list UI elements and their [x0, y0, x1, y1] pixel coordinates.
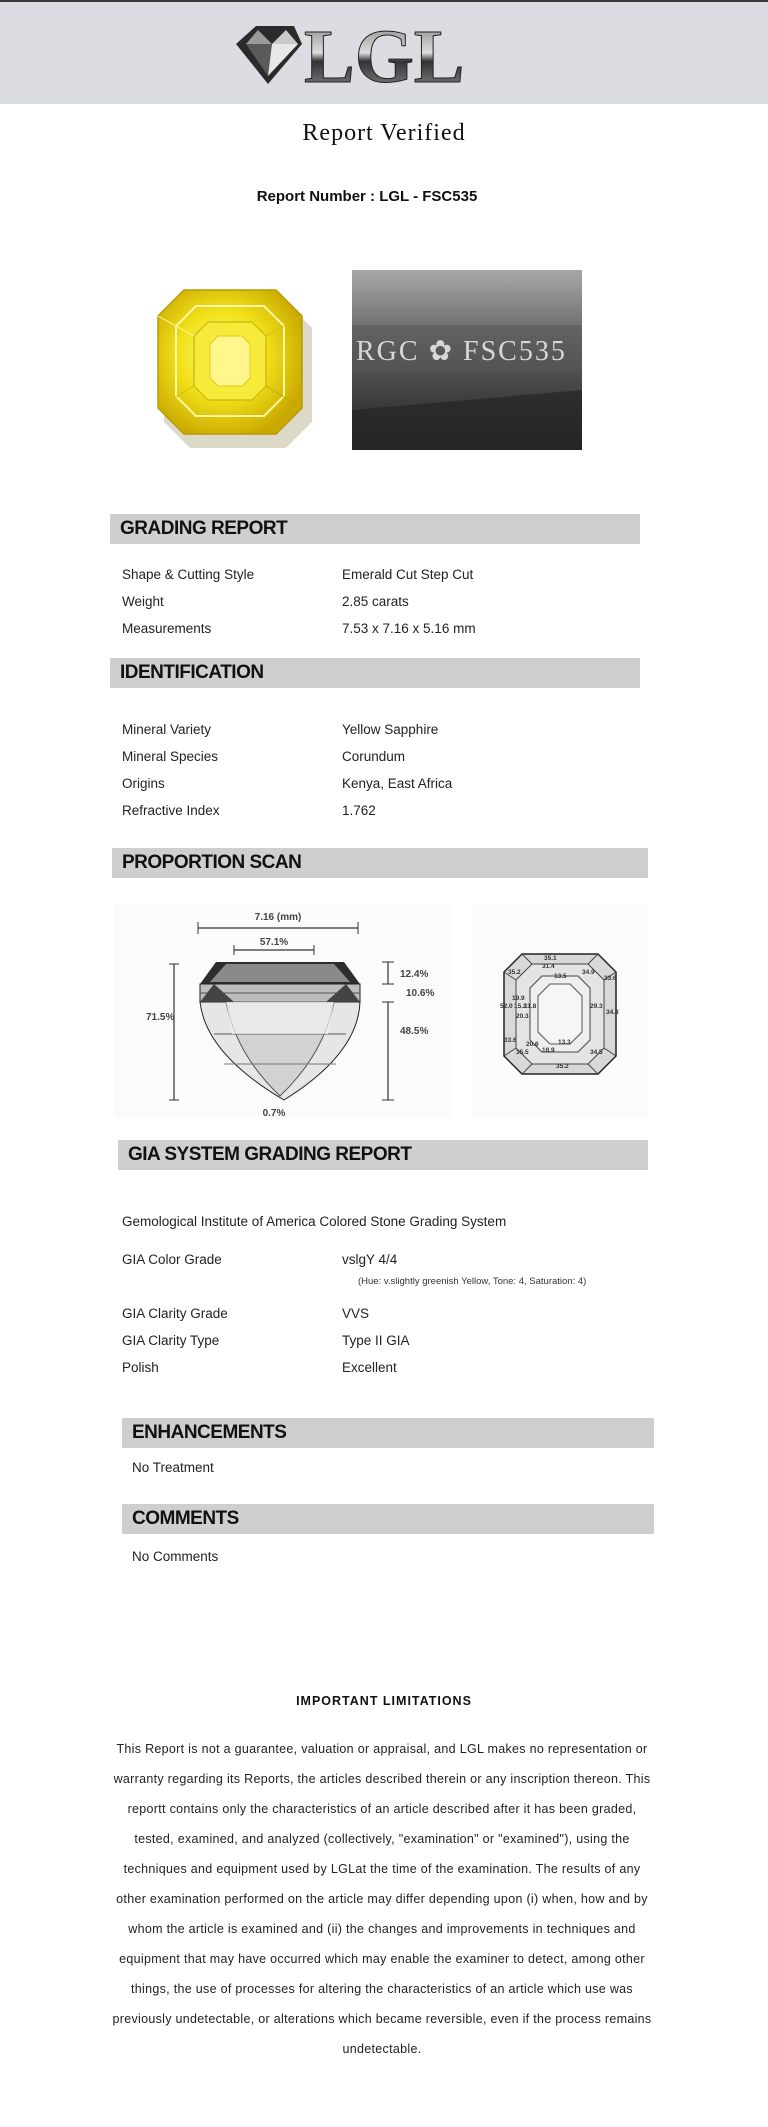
facet-label: 19.9 — [512, 995, 525, 1002]
row-label: Measurements — [122, 621, 212, 636]
girdle-label: 10.6% — [406, 988, 435, 999]
enhancements-heading: ENHANCEMENTS — [122, 1418, 654, 1448]
facet-label: 18.9 — [542, 1047, 555, 1054]
width-label: 7.16 (mm) — [254, 912, 302, 923]
facet-label: 13.5 — [554, 973, 567, 980]
facet-label: 31.4 — [542, 963, 555, 970]
row-label: GIA Clarity Grade — [122, 1306, 228, 1321]
row-label: Polish — [122, 1360, 159, 1375]
facet-label: 52.0 — [500, 1003, 513, 1010]
limitations-text: This Report is not a guarantee, valuation or appraisal, and LGL makes no representation or warranty regarding its Reports, the articles described therein or any inscription thereon. This reportt contains only the characteristics of an article described after it has been graded, tested, examined, and analyzed (collectively, "examination" or "examined"), using the techniques and equipment used by LGLat the time of the examination. The results of any other examination performed on the article may differ depending upon (i) when, how and by whom the article is examined and (ii) the changes and improvements in techniques and equipment that may have occurred which may enable the examiner to detect, among other things, the use of processes for altering the characteristics of an article which use was previously undetectable, or alterations which became reversible, even if the process remains undetectable. — [112, 1742, 652, 2056]
table-label: 57.1% — [259, 937, 289, 948]
gia-system-text: Gemological Institute of America Colored Stone Grading System — [122, 1214, 507, 1229]
comments-heading: COMMENTS — [122, 1504, 654, 1534]
facet-label: 34.8 — [606, 1009, 619, 1016]
row-value: 7.53 x 7.16 x 5.16 mm — [342, 621, 476, 636]
grading-report-heading: GRADING REPORT — [110, 514, 640, 544]
diamond-icon — [236, 26, 302, 84]
facet-label: 35.2 — [556, 1063, 569, 1070]
row-value: vslgY 4/4 — [342, 1252, 398, 1267]
lgl-logo — [228, 16, 498, 94]
crown-label: 12.4% — [400, 969, 429, 980]
row-value: Kenya, East Africa — [342, 776, 453, 791]
row-value: 2.85 carats — [342, 594, 409, 609]
color-grade-note: (Hue: v.slightly greenish Yellow, Tone: 4, Saturation: 4) — [358, 1276, 587, 1287]
top-view-diagram — [472, 904, 648, 1118]
row-value: Corundum — [342, 749, 406, 764]
row-label: GIA Color Grade — [122, 1252, 222, 1267]
row-label: Shape & Cutting Style — [122, 567, 255, 582]
row-label: Origins — [122, 776, 165, 791]
facet-label: 15.2 — [514, 1003, 527, 1010]
facet-label: 11.8 — [524, 1003, 537, 1010]
row-value: VVS — [342, 1306, 370, 1321]
facet-label: 35.1 — [544, 955, 557, 962]
facet-label: 20.6 — [526, 1041, 539, 1048]
report-number: Report Number : LGL - FSC535 — [256, 188, 478, 205]
row-value: Emerald Cut Step Cut — [342, 567, 474, 582]
row-label: Mineral Variety — [122, 722, 212, 737]
inscription-photo — [352, 270, 582, 450]
facet-label: 29.3 — [590, 1003, 603, 1010]
pavilion-label: 48.5% — [400, 1026, 429, 1037]
facet-label: 33.6 — [604, 975, 617, 982]
row-value: Type II GIA — [342, 1333, 410, 1348]
facet-label: 35.2 — [508, 969, 521, 976]
facet-label: 13.3 — [558, 1039, 571, 1046]
facet-label: 33.6 — [504, 1037, 517, 1044]
row-label: Weight — [122, 594, 164, 609]
side-profile-diagram — [114, 904, 452, 1118]
row-label: GIA Clarity Type — [122, 1333, 220, 1348]
gia-heading: GIA SYSTEM GRADING REPORT — [118, 1140, 648, 1170]
page-header — [0, 2, 768, 104]
culet-label: 0.7% — [262, 1108, 286, 1118]
row-label: Refractive Index — [122, 803, 220, 818]
page-title: Report Verified — [302, 120, 466, 146]
comments-text: No Comments — [132, 1549, 219, 1564]
svg-text:LGL: LGL — [304, 16, 465, 94]
stone-photo — [134, 268, 326, 460]
facet-label: 35.5 — [516, 1049, 529, 1056]
identification-heading: IDENTIFICATION — [110, 658, 640, 688]
row-label: Mineral Species — [122, 749, 219, 764]
svg-text:RGC ✿ FSC535: RGC ✿ FSC535 — [356, 336, 567, 367]
facet-label: 20.3 — [516, 1013, 529, 1020]
facet-label: 34.5 — [590, 1049, 603, 1056]
facet-label: 34.9 — [582, 969, 595, 976]
enhancements-text: No Treatment — [132, 1460, 214, 1475]
depth-label: 71.5% — [146, 1012, 175, 1023]
limitations-heading: IMPORTANT LIMITATIONS — [296, 1694, 472, 1708]
proportion-scan-heading: PROPORTION SCAN — [112, 848, 648, 878]
row-value: Excellent — [342, 1360, 397, 1375]
row-value: Yellow Sapphire — [342, 722, 439, 737]
row-value: 1.762 — [342, 803, 376, 818]
